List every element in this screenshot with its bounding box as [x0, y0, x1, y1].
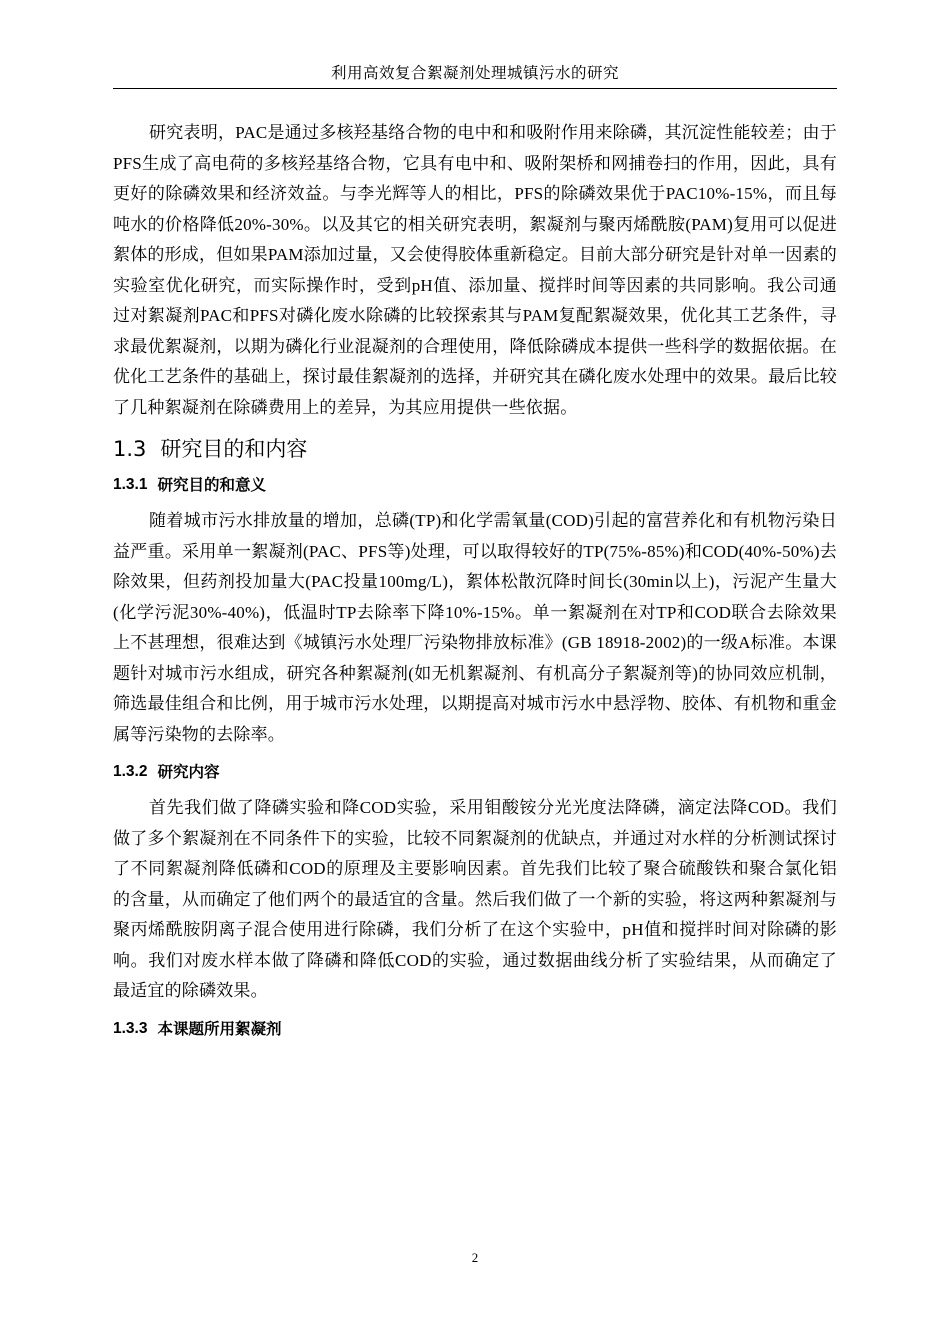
section-heading-1-3: [113, 433, 837, 465]
header-divider: [113, 88, 837, 89]
subsection-number: 1.3.3: [113, 1019, 148, 1037]
subsection-number: 1.3.2: [113, 763, 148, 780]
subsection-number: 1.3.1: [113, 476, 148, 493]
purpose-paragraph: 随着城市污水排放量的增加，总磷(TP)和化学需氧量(COD)引起的富营养化和有机物污染日益严重。采用单一絮凝剂(PAC、PFS等)处理，可以取得较好的TP(75%-85%)和COD(40%-50%)去除效果，但药剂投加量大(PAC投量100mg/L)，絮体松散沉降时间长(30min以上)，污泥产生量大(化学污泥30%-40%)，低温时TP去除率下降10%-15%。单一絮凝剂在对TP和COD联合去除效果上不甚理想，很难达到《城镇污水处理厂污染物排放标准》(GB 18918-2002)的一级A标准。本课题针对城市污水组成，研究各种絮凝剂(如无机絮凝剂、有机高分子絮凝剂等)的协同效应机制，筛选最佳组合和比例，用于城市污水处理，以期提高对城市污水中悬浮物、胶体、有机物和重金属等污染物的去除率。: [113, 511, 837, 744]
page-number: 2: [471, 1250, 479, 1265]
subsection-title: 研究内容: [157, 763, 220, 781]
subsection-heading-1-3-2: [113, 758, 837, 786]
subsection-heading-1-3-3: [113, 1015, 837, 1043]
intro-paragraph: 研究表明，PAC是通过多核羟基络合物的电中和和吸附作用来除磷，其沉淀性能较差；由于PFS生成了高电荷的多核羟基络合物，它具有电中和、吸附架桥和网捕卷扫的作用，因此，具有更好的除磷效果和经济效益。与李光辉等人的相比，PFS的除磷效果优于PAC10%-15%，而且每吨水的价格降低20%-30%。以及其它的相关研究表明，絮凝剂与聚丙烯酰胺(PAM)复用可以促进絮体的形成，但如果PAM添加过量，又会使得胶体重新稳定。目前大部分研究是针对单一因素的实验室优化研究，而实际操作时，受到pH值、添加量、搅拌时间等因素的共同影响。我公司通过对絮凝剂PAC和PFS对磷化废水除磷的比较探索其与PAM复配絮凝效果，优化其工艺条件，寻求最优絮凝剂，以期为磷化行业混凝剂的合理使用，降低除磷成本提供一些科学的数据依据。在优化工艺条件的基础上，探讨最佳絮凝剂的选择，并研究其在磷化废水处理中的效果。最后比较了几种絮凝剂在除磷费用上的差异，为其应用提供一些依据。: [113, 123, 837, 417]
subsection-title: 本课题所用絮凝剂: [157, 1019, 282, 1038]
content-paragraph: 首先我们做了降磷实验和降COD实验，采用钼酸铵分光光度法降磷，滴定法降COD。我们做了多个絮凝剂在不同条件下的实验，比较不同絮凝剂的优缺点，并通过对水样的分析测试探讨了不同絮凝剂降低磷和COD的原理及主要影响因素。首先我们比较了聚合硫酸铁和聚合氯化铝的含量，从而确定了他们两个的最适宜的含量。然后我们做了一个新的实验，将这两种絮凝剂与聚丙烯酰胺阴离子混合使用进行除磷，我们分析了在这个实验中，pH值和搅拌时间对除磷的影响。我们对废水样本做了降磷和降低COD的实验，通过数据曲线分析了实验结果，从而确定了最适宜的除磷效果。: [113, 798, 837, 1000]
running-header: 利用高效复合絮凝剂处理城镇污水的研究: [330, 65, 619, 82]
section-number: 1.3: [113, 437, 147, 461]
subsection-title: 研究目的和意义: [157, 476, 266, 494]
page-content: [113, 118, 837, 1050]
section-title: 研究目的和内容: [160, 437, 308, 461]
subsection-heading-1-3-1: [113, 471, 837, 499]
